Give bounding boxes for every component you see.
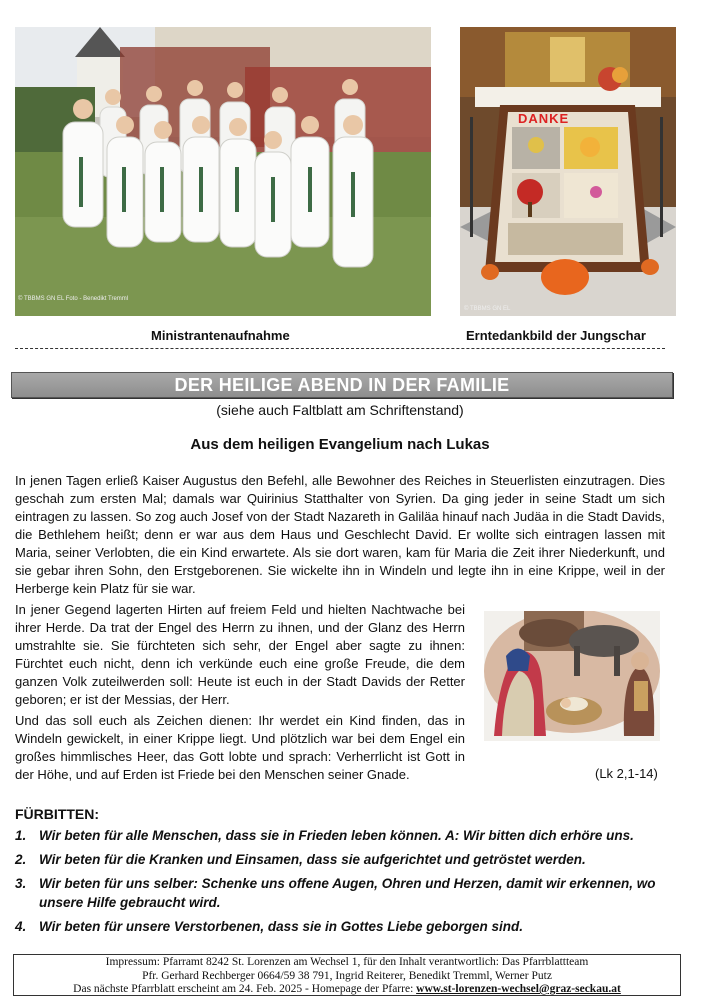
- fuerbitte-item: 1. Wir beten für alle Menschen, dass sie in Frieden leben können. A: Wir bitten dich erhöre uns.: [15, 828, 634, 843]
- homepage-link[interactable]: www.st-lorenzen-wechsel@graz-seckau.at: [416, 983, 621, 995]
- banner-subtitle: (siehe auch Faltblatt am Schriftenstand): [216, 402, 464, 418]
- fuerbitten-list: [15, 826, 675, 941]
- impressum-box: [13, 954, 681, 996]
- fuerbitte-item: 3. Wir beten für uns selber: Schenke uns offene Augen, Ohren und Herzen, damit wir erkennen, wo unsere Hilfe gebraucht wird.: [15, 876, 656, 910]
- harvest-carpet-photo: [460, 27, 676, 316]
- gospel-title: Aus dem heiligen Evangelium nach Lukas: [190, 436, 490, 453]
- caption-altar-servers: Ministrantenaufnahme: [151, 328, 290, 343]
- impressum-line-2: Pfr. Gerhard Rechberger 0664/59 38 791, Ingrid Reiterer, Benedikt Tremml, Werner Putz: [142, 969, 552, 982]
- gospel-paragraph-3: Und das soll euch als Zeichen dienen: Ihr werdet ein Kind finden, das in Windeln gewickelt, in einer Krippe liegt. Und plötzlich war bei dem Engel ein großes himmlisches Heer, das Gott lobte und sprach: Verherrlicht ist Gott in der Höhe, und auf Erden ist Friede bei den Menschen seiner Gnade.: [15, 713, 465, 782]
- nativity-scene-photo: [484, 611, 660, 741]
- fuerbitte-item: 2. Wir beten für die Kranken und Einsamen, dass sie aufgerichtet und getröstet werden.: [15, 852, 586, 867]
- photo-credit-watermark-right: © TBBMS GN EL: [464, 306, 511, 312]
- gospel-paragraph-2: In jener Gegend lagerten Hirten auf freiem Feld und hielten Nachtwache bei ihrer Herde. Da trat der Engel des Herrn zu ihnen, und der Glanz des Herrn umstrahlte sie. Sie fürchteten sich sehr, der Engel aber sagte zu ihnen: Fürchtet euch nicht, denn ich verkünde euch eine große Freude, die dem ganzen Volk zuteilwerden soll: Heute ist euch in der Stadt Davids der Retter geboren; er ist der Messias, der Herr.: [15, 602, 465, 707]
- bible-reference: (Lk 2,1-14): [595, 766, 658, 781]
- section-divider: [15, 348, 665, 349]
- caption-harvest-carpet: Erntedankbild der Jungschar: [466, 328, 646, 343]
- fuerbitte-item: 4. Wir beten für unsere Verstorbenen, dass sie in Gottes Liebe geborgen sind.: [15, 919, 523, 934]
- gospel-paragraph-1: In jenen Tagen erließ Kaiser Augustus den Befehl, alle Bewohner des Reiches in Steuerlisten einzutragen. Dies geschah zum ersten Mal; damals war Quirinius Statthalter von Syrien. Da ging jeder in seine Stadt um sich eintragen zu lassen. So zog auch Josef von der Stadt Nazareth in Galiläa hinauf nach Judäa in die Stadt Davids, die Bethlehem heißt; denn er war aus dem Haus und Geschlecht David. Er wollte sich eintragen lassen mit Maria, seiner Verlobten, die ein Kind erwartete. Als sie dort waren, kam für Maria die Zeit ihrer Niederkunft, und sie gebar ihren Sohn, den Erstgeborenen. Sie wickelte ihn in Windeln und legte ihn in eine Krippe, weil in der Herberge kein Platz für sie war.: [15, 473, 665, 596]
- altar-servers-photo: [15, 27, 431, 316]
- fuerbitten-heading: FÜRBITTEN:: [15, 806, 99, 822]
- section-banner: DER HEILIGE ABEND IN DER FAMILIE: [11, 372, 673, 398]
- photo-credit-watermark: © TBBMS GN EL Foto - Benedikt Tremml: [18, 296, 129, 302]
- impressum-line-1: Impressum: Pfarramt 8242 St. Lorenzen am Wechsel 1, für den Inhalt verantwortlich: Das Pfarrblattteam: [105, 956, 589, 968]
- impressum-line-3: Das nächste Pfarrblatt erscheint am 24. Feb. 2025 - Homepage der Pfarre: www.st-lorenzen-wechsel@graz-seckau.at: [73, 983, 621, 995]
- carpet-word-danke: DANKE: [518, 111, 570, 126]
